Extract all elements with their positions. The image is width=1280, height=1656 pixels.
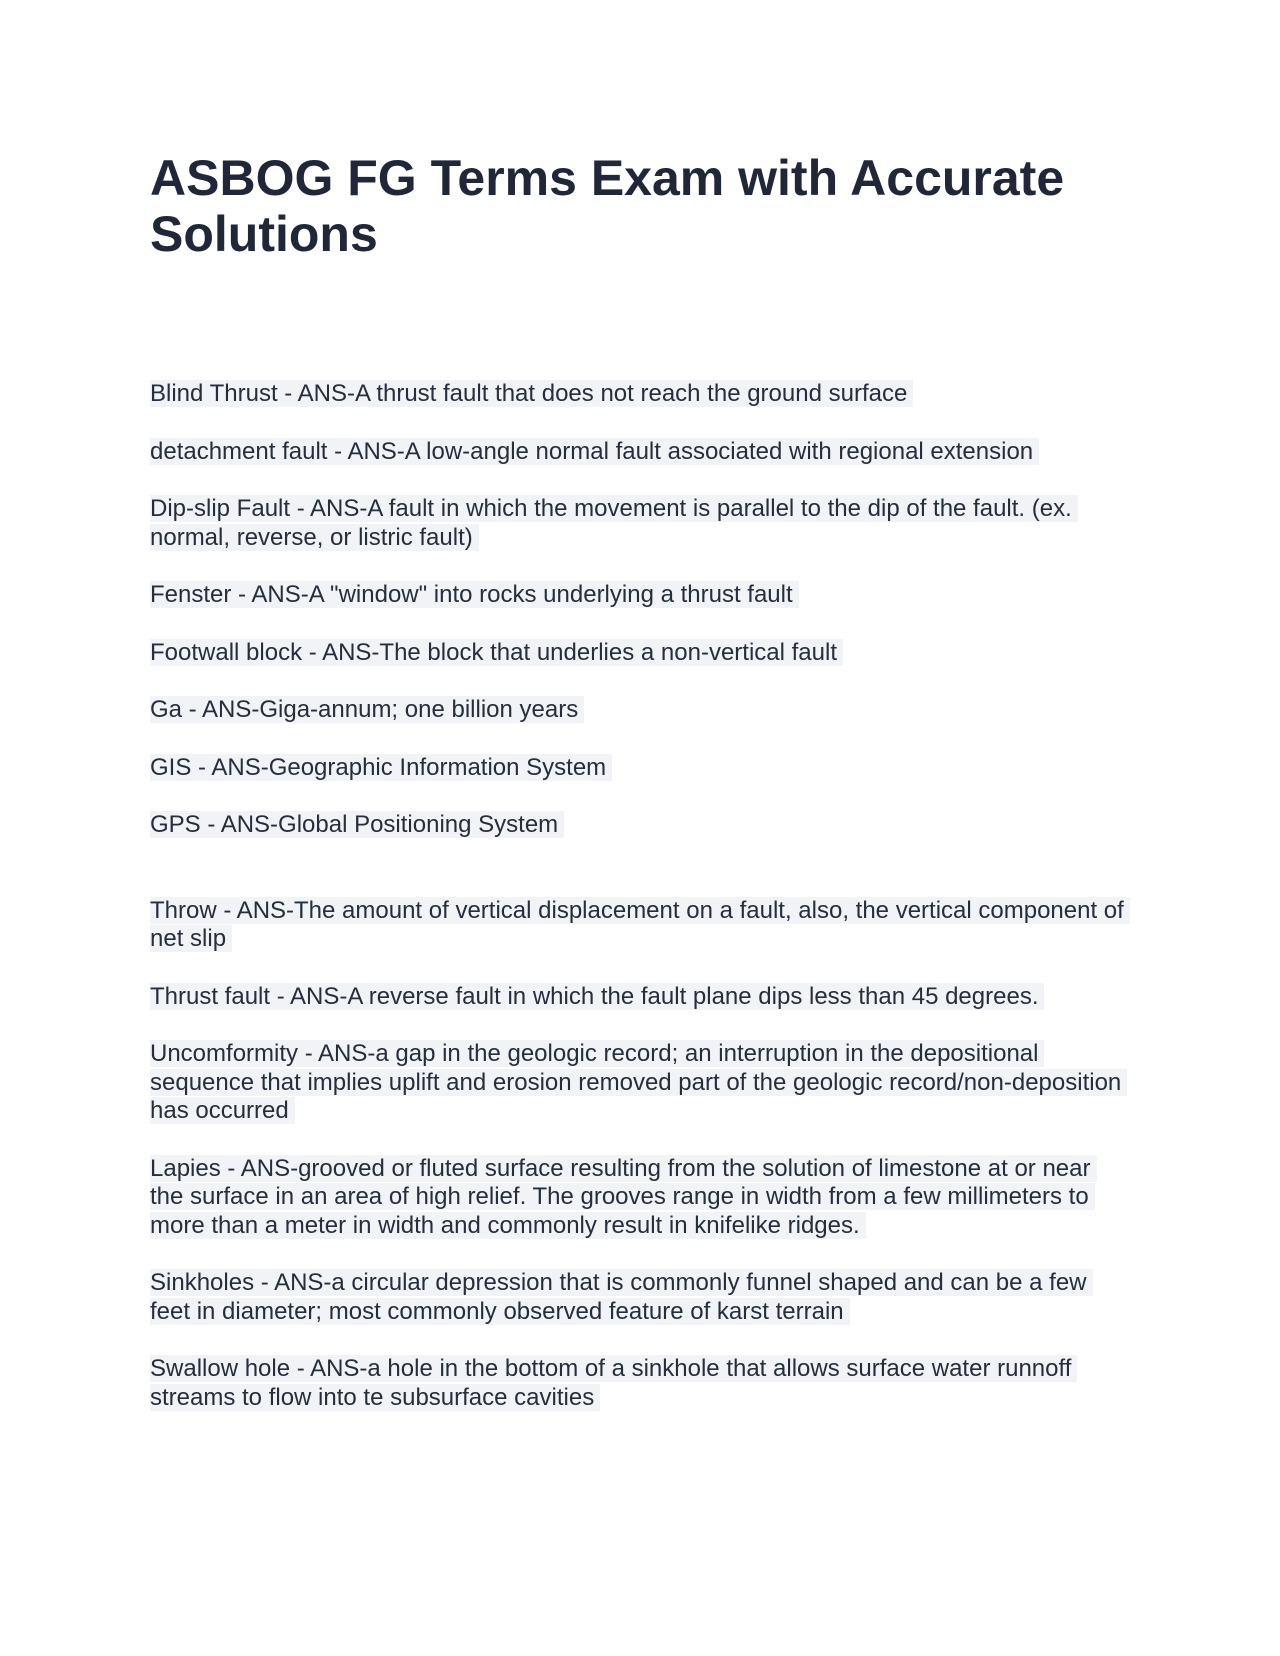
- term-entry: [150, 811, 1130, 840]
- term-entry-text: Throw - ANS-The amount of vertical displacement on a fault, also, the vertical component of net slip: [150, 897, 1130, 953]
- term-entry-text: Ga - ANS-Giga-annum; one billion years: [150, 696, 584, 723]
- term-entry: [150, 581, 1130, 610]
- term-entry-text: GPS - ANS-Global Positioning System: [150, 811, 564, 838]
- term-entry-text: GIS - ANS-Geographic Information System: [150, 754, 612, 781]
- term-entry-text: Lapies - ANS-grooved or fluted surface resulting from the solution of limestone at or near the surface in an area of high relief. The grooves range in width from a few millimeters to more than a meter in width and commonly result in knifelike ridges.: [150, 1155, 1097, 1239]
- term-entry: [150, 983, 1130, 1012]
- term-entry: [150, 696, 1130, 725]
- document-page: [150, 150, 1130, 1441]
- term-entry: [150, 754, 1130, 783]
- term-entry-text: detachment fault - ANS-A low-angle normal fault associated with regional extension: [150, 438, 1039, 465]
- term-entry-text: Sinkholes - ANS-a circular depression that is commonly funnel shaped and can be a few feet in diameter; most commonly observed feature of karst terrain: [150, 1269, 1093, 1325]
- term-entry-text: Dip-slip Fault - ANS-A fault in which the movement is parallel to the dip of the fault. (ex. normal, reverse, or listric fault): [150, 495, 1078, 551]
- term-entry: [150, 380, 1130, 409]
- term-entry: [150, 1155, 1130, 1241]
- term-entry-text: Uncomformity - ANS-a gap in the geologic record; an interruption in the depositional sequence that implies uplift and erosion removed part of the geologic record/non-deposition has occurred: [150, 1040, 1127, 1124]
- term-entry: [150, 897, 1130, 954]
- term-entry: [150, 1355, 1130, 1412]
- document-title: ASBOG FG Terms Exam with Accurate Solutions: [150, 150, 1065, 262]
- term-entry-text: Thrust fault - ANS-A reverse fault in which the fault plane dips less than 45 degrees.: [150, 983, 1044, 1010]
- term-entry: [150, 1040, 1130, 1126]
- term-entry: [150, 639, 1130, 668]
- term-list: [150, 380, 1130, 1412]
- term-entry: [150, 438, 1130, 467]
- term-entry-text: Blind Thrust - ANS-A thrust fault that does not reach the ground surface: [150, 380, 913, 407]
- term-entry-text: Fenster - ANS-A "window" into rocks underlying a thrust fault: [150, 581, 799, 608]
- term-entry: [150, 495, 1130, 552]
- term-entry-text: Footwall block - ANS-The block that underlies a non-vertical fault: [150, 639, 843, 666]
- term-entry: [150, 1269, 1130, 1326]
- term-entry-text: Swallow hole - ANS-a hole in the bottom of a sinkhole that allows surface water runnoff streams to flow into te subsurface cavities: [150, 1355, 1077, 1411]
